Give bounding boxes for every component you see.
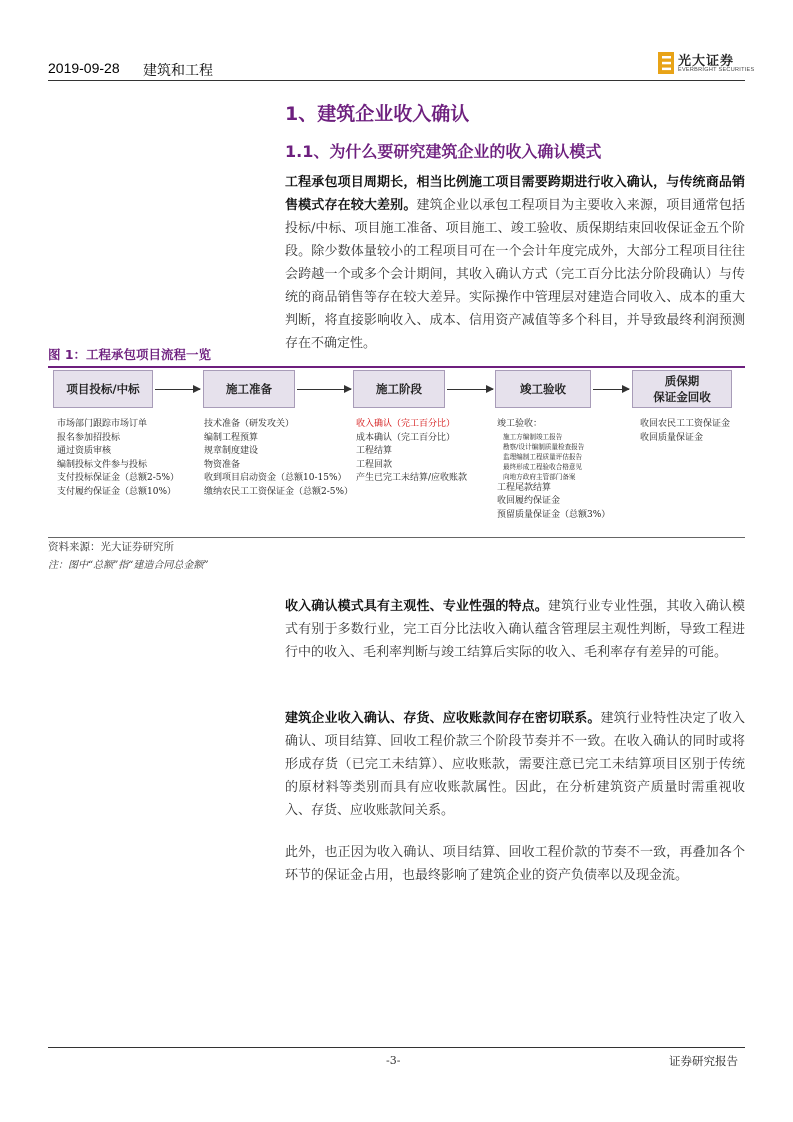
list-item: 工程结算: [356, 446, 393, 456]
list-item: 技术准备（研发攻关）: [204, 419, 295, 429]
list-item: 工程回款: [356, 459, 393, 470]
flow-arrow: [593, 389, 629, 390]
list-item: 收回质量保证金: [640, 432, 704, 443]
footer-divider: [48, 1047, 745, 1048]
header-divider: [48, 80, 745, 81]
list-subitem: 施工方编制竣工报告: [503, 432, 563, 441]
flow-arrow: [155, 389, 200, 390]
figure-bottom-rule: [48, 537, 745, 538]
paragraph-3-lead: 建筑企业收入确认、存货、应收账款间存在密切联系。: [285, 711, 601, 726]
list-item: 产生已完工未结算/应收账款: [356, 473, 468, 483]
paragraph-3: [285, 707, 745, 822]
list-item: 支付投标保证金（总额2-5%）: [57, 473, 180, 483]
warranty-steps: [640, 418, 730, 445]
figure-note: 注：图中“总额”指“建造合同总金额”: [48, 560, 209, 571]
stage-deposit-recovery-label: 保证金回收: [653, 390, 711, 404]
stage-bidding-label: 项目投标/中标: [66, 382, 140, 396]
stage-warranty: [632, 370, 732, 408]
list-item: 工程尾款结算: [497, 482, 552, 493]
figure-title: 图 1：工程承包项目流程一览: [48, 347, 212, 362]
list-subitem: 最终形成工程验收合格意见: [503, 462, 583, 471]
company-logo: [658, 50, 755, 76]
stage-preparation-label: 施工准备: [226, 382, 272, 396]
section-title: 1、建筑企业收入确认: [285, 103, 470, 125]
stage-acceptance: [495, 370, 591, 408]
paragraph-2-body: 建筑行业专业性强，其收入确认模式有别于多数行业，完工百分比法收入确认蕴含管理层主观性判断，导致工程进行中的收入、毛利率判断与竣工结算后实际的收入、毛利率存有差异的可能。: [285, 599, 745, 660]
logo-chinese-name: 光大证券: [678, 54, 735, 69]
list-item: 规章制度建设: [204, 446, 259, 456]
logo-english-name: EVERBRIGHT SECURITIES: [678, 67, 755, 73]
paragraph-2: [285, 595, 745, 664]
list-item: 收回履约保证金: [497, 496, 561, 506]
list-item: 市场部门跟踪市场订单: [57, 419, 148, 429]
stage-acceptance-label: 竣工验收: [520, 382, 566, 396]
report-date: 2019-09-28: [48, 60, 120, 76]
subsection-title: 1.1、为什么要研究建筑企业的收入确认模式: [285, 142, 602, 161]
flow-arrow: [297, 389, 351, 390]
flow-arrow: [447, 389, 493, 390]
paragraph-1-body: 建筑企业以承包工程项目为主要收入来源，项目通常包括投标/中标、项目施工准备、项目施工、竣工验收、质保期结束回收保证金五个阶段。除少数体量较小的工程项目可在一个会计年度完成外，大部分工程项目往往会跨越一个或多个会计期间，其收入确认方式（完工百分比法分阶段确认）与传统的商品销售等存在较大差异。实际操作中管理层对建造合同收入、成本的重大判断，将直接影响收入、成本、信用资产减值等多个科目，并导致最终利润预测存在不确定性。: [285, 198, 745, 351]
paragraph-2-lead: 收入确认模式具有主观性、专业性强的特点。: [285, 599, 548, 614]
list-item: 收到项目启动资金（总额10-15%）: [204, 473, 347, 483]
stage-warranty-label: 质保期: [664, 374, 700, 388]
list-item: 通过资质审核: [57, 446, 112, 456]
list-item: 预留质量保证金（总额3%）: [497, 509, 611, 520]
list-item: 成本确认（完工百分比）: [356, 432, 456, 443]
list-item: 支付履约保证金（总额10%）: [57, 486, 177, 497]
list-item: 竣工验收：: [497, 419, 543, 429]
paragraph-4: [285, 841, 745, 887]
list-item: 报名参加招投标: [57, 432, 121, 443]
list-item: 收回农民工工资保证金: [640, 419, 731, 429]
list-item-highlight: 收入确认（完工百分比）: [356, 419, 456, 429]
list-item: 编制投标文件参与投标: [57, 459, 148, 470]
stage-preparation: [203, 370, 295, 408]
report-type: 证券研究报告: [669, 1054, 738, 1068]
report-topic: 建筑和工程: [143, 63, 213, 79]
paragraph-1: [285, 171, 745, 355]
figure-top-rule: [48, 366, 745, 368]
list-item: 物资准备: [204, 459, 241, 470]
bidding-steps: [57, 418, 179, 499]
acceptance-steps: [497, 418, 610, 522]
everbright-logo-icon: [658, 52, 674, 74]
paragraph-4-body: 此外，也正因为收入确认、项目结算、回收工程价款的节奏不一致，再叠加各个环节的保证金占用，也最终影响了建筑企业的资产负债率以及现金流。: [285, 845, 745, 883]
figure-source: 资料来源：光大证券研究所: [48, 541, 174, 553]
list-subitem: 向地方政府主管部门备案: [503, 472, 576, 481]
list-subitem: 监理编制工程质量评估报告: [503, 452, 583, 461]
page-number: -3-: [386, 1054, 401, 1067]
list-item: 缴纳农民工工资保证金（总额2-5%）: [204, 486, 354, 497]
stage-construction: [353, 370, 445, 408]
construction-steps: [356, 418, 467, 486]
stage-construction-label: 施工阶段: [376, 382, 422, 396]
list-item: 编制工程预算: [204, 432, 259, 443]
paragraph-3-body: 建筑行业特性决定了收入确认、项目结算、回收工程价款三个阶段节奏并不一致。在收入确认的同时或将形成存货（已完工未结算）、应收账款，需要注意已完工未结算项目区别于传统的原材料等类别而具有应收账款属性。因此，在分析建筑资产质量时需重视收入、存货、应收账款间关系。: [285, 711, 745, 818]
paragraph-1-lead: 工程承包项目周期长，相当比例施工项目需要跨期进行收入确认，与传统商品销售模式存在较大差别。: [285, 175, 745, 213]
preparation-steps: [204, 418, 353, 499]
stage-bidding: [53, 370, 153, 408]
list-subitem: 勘察/设计编制质量检查报告: [503, 442, 585, 451]
